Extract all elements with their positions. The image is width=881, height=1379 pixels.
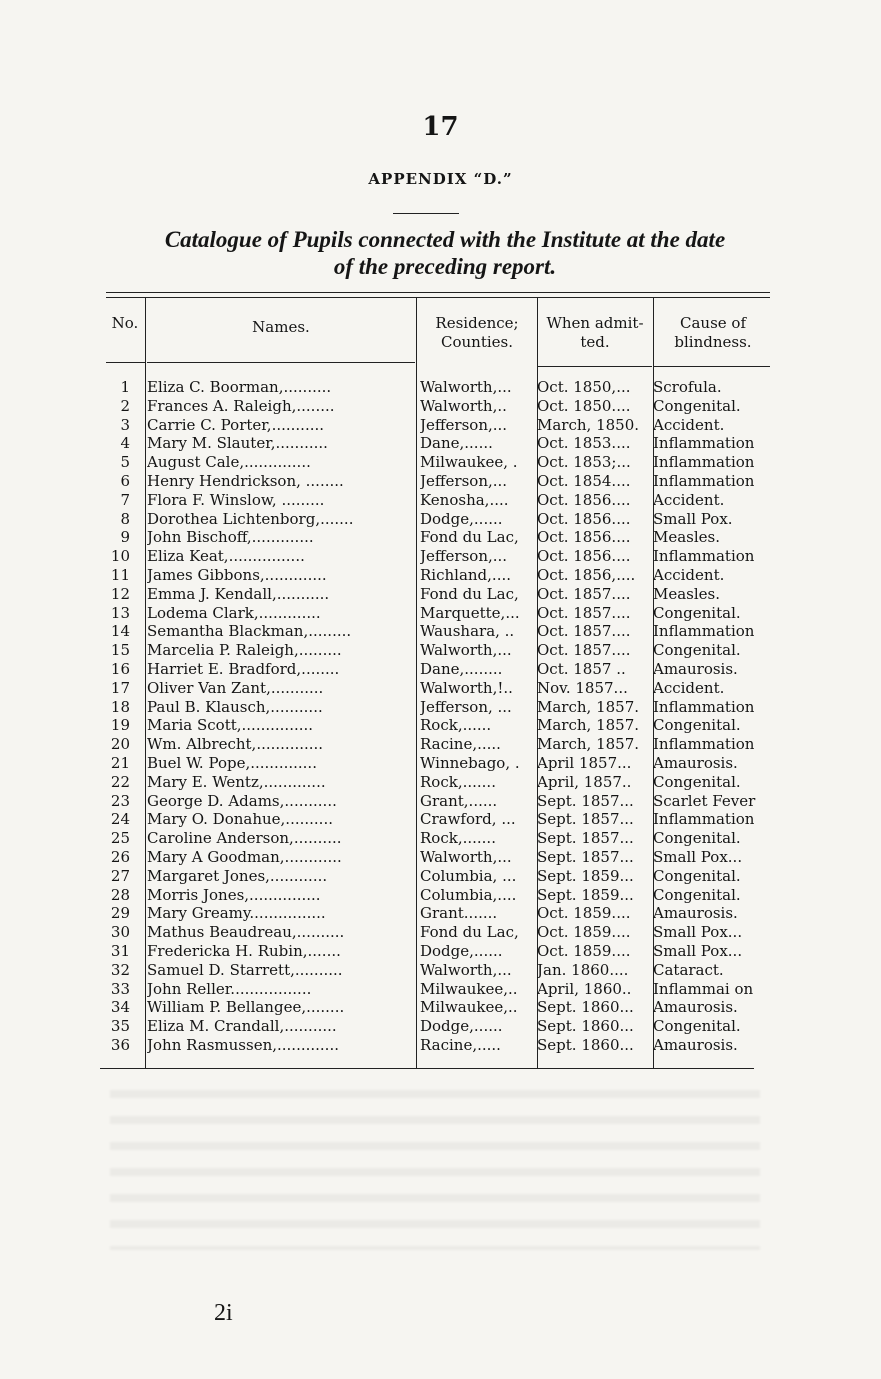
pupil-name: Henry Hendrickson, ........ xyxy=(147,471,344,490)
residence-county: Crawford, ... xyxy=(420,810,516,829)
blindness-cause: Inflammation xyxy=(653,434,755,453)
caption-line-1: Catalogue of Pupils connected with the Institute at the date xyxy=(164,227,726,252)
admission-date: Oct. 1856,.... xyxy=(537,565,636,584)
table-caption xyxy=(100,226,790,280)
table-bottom-rule xyxy=(100,1068,754,1069)
row-number: 34 xyxy=(110,998,130,1017)
residence-county: Walworth,!.. xyxy=(420,678,513,697)
admission-date: Oct. 1856.... xyxy=(537,490,631,509)
row-number: 9 xyxy=(120,528,130,547)
table-row xyxy=(100,716,772,735)
admission-date: Oct. 1857.... xyxy=(537,584,631,603)
residence-county: Jefferson,... xyxy=(420,415,508,434)
pupil-name: Morris Jones,............... xyxy=(147,885,321,904)
table-row xyxy=(100,660,772,679)
row-number: 7 xyxy=(120,490,130,509)
blindness-cause: Scarlet Fever xyxy=(653,791,756,810)
table-row xyxy=(100,378,772,397)
row-number: 36 xyxy=(110,1035,130,1054)
appendix-title: APPENDIX “D.” xyxy=(368,170,513,188)
blindness-cause: Congenital. xyxy=(653,829,741,848)
header-cause-line-2: blindness. xyxy=(674,333,752,351)
pupil-name: Oliver Van Zant,........... xyxy=(147,678,324,697)
admission-date: Oct. 1853;... xyxy=(537,453,631,472)
admission-date: Oct. 1856.... xyxy=(537,528,631,547)
pupil-name: George D. Adams,........... xyxy=(147,791,337,810)
admission-date: Sept. 1860... xyxy=(537,1035,634,1054)
blindness-cause: Cataract. xyxy=(653,960,724,979)
row-number: 24 xyxy=(110,810,130,829)
blindness-cause: Amaurosis. xyxy=(653,1035,738,1054)
residence-county: Marquette,... xyxy=(420,603,520,622)
blindness-cause: Inflammai on xyxy=(653,979,754,998)
row-number: 15 xyxy=(110,641,130,660)
residence-county: Racine,..... xyxy=(420,1035,501,1054)
pupil-name: Eliza M. Crandall,........... xyxy=(147,1017,337,1036)
table-row xyxy=(100,397,772,416)
residence-county: Rock,....... xyxy=(420,829,496,848)
title-rule xyxy=(393,213,459,214)
table-row xyxy=(100,961,772,980)
pupil-name: Frances A. Raleigh,........ xyxy=(147,396,335,415)
table-row xyxy=(100,472,772,491)
pupil-name: Mary Greamy................ xyxy=(147,904,326,923)
header-residence-line-2: Counties. xyxy=(441,333,513,351)
pupil-name: Eliza Keat,................ xyxy=(147,547,305,566)
admission-date: Sept. 1857... xyxy=(537,829,634,848)
blindness-cause: Congenital. xyxy=(653,885,741,904)
pupil-name: Mary A Goodman,............ xyxy=(147,847,342,866)
pupil-name: James Gibbons,............. xyxy=(147,565,327,584)
header-admitted-line-2: ted. xyxy=(580,333,610,351)
pupil-name: John Bischoff,............. xyxy=(147,528,314,547)
blindness-cause: Accident. xyxy=(653,490,725,509)
blindness-cause: Congenital. xyxy=(653,1017,741,1036)
row-number: 27 xyxy=(110,866,130,885)
admission-date: April 1857... xyxy=(537,753,632,772)
table-row xyxy=(100,510,772,529)
pupil-name: Margaret Jones,............ xyxy=(147,866,328,885)
blindness-cause: Small Pox. xyxy=(653,509,733,528)
admission-date: Oct. 1850.... xyxy=(537,396,631,415)
residence-county: Fond du Lac, xyxy=(420,528,519,547)
pupil-name: Wm. Albrecht,.............. xyxy=(147,735,324,754)
pupil-name: Samuel D. Starrett,.......... xyxy=(147,960,343,979)
header-admitted-line-1: When admit- xyxy=(546,314,644,332)
header-residence-line-1: Residence; xyxy=(435,314,519,332)
blindness-cause: Inflammation xyxy=(653,735,755,754)
pupil-name: Mathus Beaudreau,.......... xyxy=(147,923,345,942)
row-number: 10 xyxy=(110,547,130,566)
admission-date: Oct. 1859.... xyxy=(537,923,631,942)
row-number: 8 xyxy=(120,509,130,528)
pupil-name: Lodema Clark,............. xyxy=(147,603,321,622)
residence-county: Rock,....... xyxy=(420,772,496,791)
blindness-cause: Accident. xyxy=(653,678,725,697)
residence-county: Milwaukee,.. xyxy=(420,998,518,1017)
blindness-cause: Accident. xyxy=(653,565,725,584)
table-row xyxy=(100,754,772,773)
pupil-name: Carrie C. Porter,........... xyxy=(147,415,325,434)
row-number: 12 xyxy=(110,584,130,603)
row-number: 22 xyxy=(110,772,130,791)
admission-date: Sept. 1859... xyxy=(537,885,634,904)
admission-date: Oct. 1857.... xyxy=(537,603,631,622)
header-names: Names. xyxy=(252,318,310,336)
residence-county: Waushara, .. xyxy=(420,622,515,641)
table-row xyxy=(100,829,772,848)
residence-county: Kenosha,.... xyxy=(420,490,509,509)
admission-date: Oct. 1854.... xyxy=(537,471,631,490)
row-number: 13 xyxy=(110,603,130,622)
pupil-name: Dorothea Lichtenborg,....... xyxy=(147,509,354,528)
residence-county: Rock,...... xyxy=(420,716,492,735)
blindness-cause: Amaurosis. xyxy=(653,659,738,678)
table-row xyxy=(100,848,772,867)
pupils-table xyxy=(100,292,772,1074)
admission-date: Oct. 1857.... xyxy=(537,622,631,641)
table-row xyxy=(100,792,772,811)
pupil-name: Harriet E. Bradford,........ xyxy=(147,659,340,678)
table-row xyxy=(100,998,772,1017)
table-row xyxy=(100,923,772,942)
caption-line-2: of the preceding report. xyxy=(333,254,557,279)
table-row xyxy=(100,491,772,510)
table-row xyxy=(100,547,772,566)
admission-date: Oct. 1859.... xyxy=(537,941,631,960)
pupil-name: Mary O. Donahue,.......... xyxy=(147,810,333,829)
row-number: 20 xyxy=(110,735,130,754)
pupil-name: Eliza C. Boorman,.......... xyxy=(147,378,332,396)
row-number: 33 xyxy=(110,979,130,998)
row-number: 2 xyxy=(120,396,130,415)
row-number: 17 xyxy=(110,678,130,697)
table-row xyxy=(100,980,772,999)
footer-mark: 2i xyxy=(214,1300,233,1326)
admission-date: Nov. 1857... xyxy=(537,678,628,697)
residence-county: Milwaukee,.. xyxy=(420,979,518,998)
header-cause xyxy=(654,314,772,352)
residence-county: Dodge,...... xyxy=(420,509,503,528)
row-number: 6 xyxy=(120,471,130,490)
row-number: 31 xyxy=(110,941,130,960)
row-number: 21 xyxy=(110,753,130,772)
blindness-cause: Amaurosis. xyxy=(653,904,738,923)
blindness-cause: Inflammation xyxy=(653,547,755,566)
residence-county: Walworth,.. xyxy=(420,396,507,415)
admission-date: Oct. 1850,... xyxy=(537,378,631,396)
admission-date: April, 1857.. xyxy=(537,772,632,791)
pupil-name: John Reller................. xyxy=(147,979,312,998)
table-body xyxy=(100,378,772,1055)
row-number: 14 xyxy=(110,622,130,641)
residence-county: Walworth,... xyxy=(420,378,512,396)
blindness-cause: Inflammation xyxy=(653,453,755,472)
blindness-cause: Scrofula. xyxy=(653,378,722,396)
pupil-name: William P. Bellangee,........ xyxy=(147,998,345,1017)
pupil-name: Semantha Blackman,......... xyxy=(147,622,352,641)
table-row xyxy=(100,585,772,604)
row-number: 29 xyxy=(110,904,130,923)
blindness-cause: Congenital. xyxy=(653,396,741,415)
header-admitted xyxy=(538,314,652,352)
admission-date: March, 1850. xyxy=(537,415,640,434)
pupil-name: John Rasmussen,............. xyxy=(147,1035,339,1054)
admission-date: Sept. 1860... xyxy=(537,998,634,1017)
table-row xyxy=(100,1017,772,1036)
admission-date: Sept. 1857... xyxy=(537,791,634,810)
row-number: 32 xyxy=(110,960,130,979)
row-number: 26 xyxy=(110,847,130,866)
admission-date: Sept. 1857... xyxy=(537,847,634,866)
pupil-name: Buel W. Pope,.............. xyxy=(147,753,317,772)
table-row xyxy=(100,566,772,585)
row-number: 30 xyxy=(110,923,130,942)
admission-date: Sept. 1857... xyxy=(537,810,634,829)
table-row xyxy=(100,904,772,923)
row-number: 23 xyxy=(110,791,130,810)
residence-county: Milwaukee, . xyxy=(420,453,518,472)
blindness-cause: Inflammation xyxy=(653,697,755,716)
pupil-name: Caroline Anderson,.......... xyxy=(147,829,342,848)
pupil-name: August Cale,.............. xyxy=(147,453,311,472)
table-row xyxy=(100,434,772,453)
blindness-cause: Measles. xyxy=(653,528,721,547)
residence-county: Walworth,... xyxy=(420,960,512,979)
table-row xyxy=(100,528,772,547)
table-top-rule xyxy=(106,292,770,293)
pupil-name: Paul B. Klausch,........... xyxy=(147,697,323,716)
table-top-rule-inner xyxy=(106,297,770,298)
admission-date: April, 1860.. xyxy=(537,979,632,998)
table-row xyxy=(100,810,772,829)
row-number: 35 xyxy=(110,1017,130,1036)
row-number: 18 xyxy=(110,697,130,716)
residence-county: Columbia,.... xyxy=(420,885,517,904)
admission-date: Oct. 1853.... xyxy=(537,434,631,453)
table-row xyxy=(100,416,772,435)
admission-date: Sept. 1860... xyxy=(537,1017,634,1036)
blindness-cause: Accident. xyxy=(653,415,725,434)
row-number: 25 xyxy=(110,829,130,848)
admission-date: Oct. 1859.... xyxy=(537,904,631,923)
blindness-cause: Small Pox... xyxy=(653,847,743,866)
pupil-name: Mary M. Slauter,........... xyxy=(147,434,328,453)
header-cause-line-1: Cause of xyxy=(679,314,746,332)
table-row xyxy=(100,942,772,961)
row-number: 19 xyxy=(110,716,130,735)
pupil-name: Emma J. Kendall,........... xyxy=(147,584,330,603)
row-number: 16 xyxy=(110,659,130,678)
page-number: 17 xyxy=(422,112,459,142)
residence-county: Winnebago, . xyxy=(420,753,520,772)
residence-county: Walworth,... xyxy=(420,847,512,866)
header-rule xyxy=(538,366,652,367)
table-row xyxy=(100,641,772,660)
row-number: 11 xyxy=(110,565,130,584)
residence-county: Grant....... xyxy=(420,904,498,923)
blindness-cause: Congenital. xyxy=(653,772,741,791)
residence-county: Dodge,...... xyxy=(420,1017,503,1036)
admission-date: March, 1857. xyxy=(537,735,640,754)
residence-county: Dane,...... xyxy=(420,434,493,453)
blindness-cause: Inflammation xyxy=(653,471,755,490)
table-row xyxy=(100,886,772,905)
blindness-cause: Congenital. xyxy=(653,603,741,622)
pupil-name: Flora F. Winslow, ......... xyxy=(147,490,325,509)
blindness-cause: Measles. xyxy=(653,584,721,603)
blindness-cause: Small Pox... xyxy=(653,923,743,942)
residence-county: Jefferson,... xyxy=(420,547,508,566)
residence-county: Columbia, ... xyxy=(420,866,517,885)
pupil-name: Maria Scott,............... xyxy=(147,716,314,735)
row-number: 1 xyxy=(120,378,130,396)
blindness-cause: Congenital. xyxy=(653,641,741,660)
residence-county: Jefferson,... xyxy=(420,471,508,490)
table-row xyxy=(100,773,772,792)
header-rule xyxy=(147,362,415,363)
header-residence xyxy=(418,314,536,352)
show-through-text xyxy=(110,1090,760,1250)
pupil-name: Marcelia P. Raleigh,......... xyxy=(147,641,342,660)
admission-date: Oct. 1857 .. xyxy=(537,659,626,678)
row-number: 28 xyxy=(110,885,130,904)
admission-date: Oct. 1857.... xyxy=(537,641,631,660)
table-row xyxy=(100,679,772,698)
residence-county: Fond du Lac, xyxy=(420,923,519,942)
pupil-name: Mary E. Wentz,............. xyxy=(147,772,326,791)
residence-county: Dodge,...... xyxy=(420,941,503,960)
table-row xyxy=(100,604,772,623)
residence-county: Racine,..... xyxy=(420,735,501,754)
table-row xyxy=(100,453,772,472)
blindness-cause: Amaurosis. xyxy=(653,753,738,772)
table-row xyxy=(100,735,772,754)
table-row xyxy=(100,622,772,641)
admission-date: Oct. 1856.... xyxy=(537,509,631,528)
row-number: 3 xyxy=(120,415,130,434)
row-number: 4 xyxy=(120,434,130,453)
blindness-cause: Amaurosis. xyxy=(653,998,738,1017)
residence-county: Richland,.... xyxy=(420,565,511,584)
residence-county: Dane,........ xyxy=(420,659,503,678)
blindness-cause: Inflammation xyxy=(653,810,755,829)
admission-date: March, 1857. xyxy=(537,697,640,716)
table-row xyxy=(100,1036,772,1055)
row-number: 5 xyxy=(120,453,130,472)
header-rule xyxy=(654,366,770,367)
residence-county: Jefferson, ... xyxy=(420,697,512,716)
admission-date: Sept. 1859... xyxy=(537,866,634,885)
header-rule xyxy=(106,362,145,363)
admission-date: Oct. 1856.... xyxy=(537,547,631,566)
admission-date: March, 1857. xyxy=(537,716,640,735)
residence-county: Fond du Lac, xyxy=(420,584,519,603)
residence-county: Grant,...... xyxy=(420,791,498,810)
pupil-name: Fredericka H. Rubin,....... xyxy=(147,941,341,960)
blindness-cause: Small Pox... xyxy=(653,941,743,960)
blindness-cause: Congenital. xyxy=(653,716,741,735)
table-row xyxy=(100,698,772,717)
admission-date: Jan. 1860.... xyxy=(537,960,629,979)
blindness-cause: Congenital. xyxy=(653,866,741,885)
residence-county: Walworth,... xyxy=(420,641,512,660)
header-no: No. xyxy=(111,314,139,332)
table-row xyxy=(100,867,772,886)
blindness-cause: Inflammation xyxy=(653,622,755,641)
